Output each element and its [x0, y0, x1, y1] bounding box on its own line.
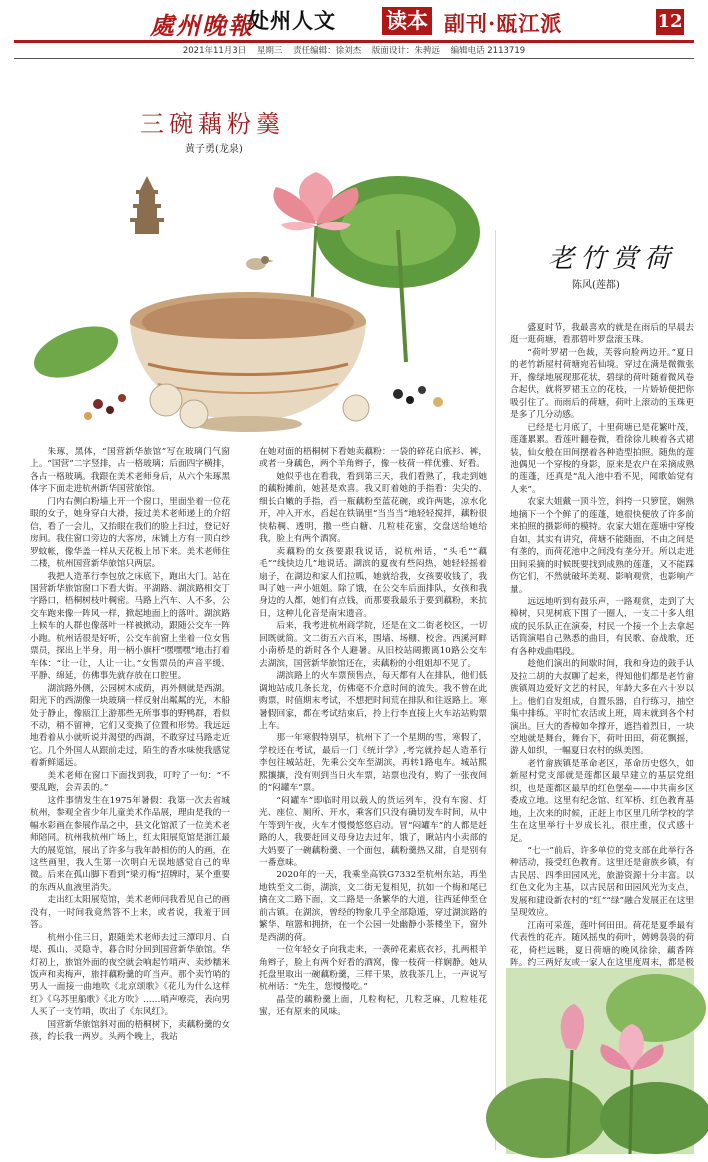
paragraph: 后来，我考进杭州商学院，还是在文二街老校区，一切回既就简。文二街五六百米，围墙、场棚、校舍。西溪河畔小南桥是的新时各个人避暑。从旧校站阔搬离10路公交车去湖滨，国营新华旅馆还在，卖藕粉的小组姐却不见了。 [259, 621, 487, 669]
paragraph: “闷罐车”即临时用以载人的货运列车，没有车窗、灯光、座位、厕所、开水，乘客们只没有确切发车时间，从中午等到午夜，火车才慢慢悠悠启动。冒“闷罐车”的人都是赶路的人，我要赶回义母身边去过年，饿了，瞅站内小卖部的大妈要了一碗藕粉羹、一个面包，藕粉羹热又甜，自是别有一番意味。 [259, 795, 487, 868]
paragraph: 朱琢，黑体，“国营新华旅馆”写在玻璃门气窗上。“国营”二字竖排，占一格玻璃；后面四字横排，各占一格玻璃。我跟在美术老师身后，从六个朱琢黑体字下面走进杭州新华国营旅馆。 [30, 447, 231, 495]
paragraph: 我把人造革行李包放之床底下，跑出大门。站在国营新华旅馆窗口下看大街。平湖路、湖滨路相交丁字路口，梧桐树枝叶稠密。马路上汽车、人不多，公交车跑来像一阵风一样，掀起地面上的落叶。湖滨路上候车的人群也像落叶一样被掀动，跟随公交车一阵小跑。杭州话很是好听，公交车前窗上坐着一位女售票员，探出上半身，用一柄小旗杆“嘿嘿嘿”地击打着车体：“让一让，人让一让。”女售票员的声音平缓、平静、绵延，仿佛事先就存放在口腔里。 [30, 571, 231, 682]
paragraph: 晶莹的藕粉羹上面，几粒枸杞，几粒芝麻，几粒桂花蜜，还有原来的风味。 [259, 994, 487, 1018]
article-author: 陈风(莲都) [572, 280, 620, 291]
paragraph: 杭州小住三日，跟随美术老师去过三潭印月、白堤、孤山、灵隐寺，暮合时分回到国营新华旅馆。华灯初上，旅馆外面的夜空就会响起竹哨声、卖炒糯米饭声和卖梅声，旅拌藕粉羹的吖当声。那个卖竹哨的男人一面接一曲地吹《北京颂歌》《花儿为什么这样红》《乌苏里船歌》《北方吹》……哨声嘹亮，表向男人买了一支竹哨，吹出了《东风红》。 [30, 932, 230, 1018]
issue-weekday: 星期三 [256, 46, 283, 56]
page-number: 12 [656, 9, 684, 35]
paragraph: 湖滨路外侧，公园树木成荫，再外侧就是西湖。阳光下的西湖像一块玻璃一样反射出粼粼的光，木船处于静止，像瓯江上游那些无所事事的野鸭群，看似不动，稍不留神，它们又变换了位置和形势。我远远地看着从小就听说并渴望的西湖，不敢穿过马路走近它。几个外国人从跟前走过，陌生的香水味使我感觉着新鲜遥远。 [30, 683, 230, 769]
paragraph: 盛夏时节，我最喜欢的就是在雨后的早晨去逛一逛荷塘，看那碧叶罗盘滚玉珠。 [510, 323, 694, 346]
article-column-2 [259, 446, 487, 1156]
article-column-1 [30, 446, 230, 1156]
paragraph: 湖滨路上的火车票预售点，每天都有人在排队，他们低调地站成几条长龙，仿佛毫不介意时间的流失。我不曾在此购票，时值期末考试，不想把时间荒在排队和往返路上。寒暑假回家，都在考试结束后，拎上行李直接上火车站站购票上车。 [259, 671, 487, 731]
paragraph: 卖藕粉的女孩要跟我说话，说杭州话，“头毛”“藕毛”“线快边几”地说话。湖滨的夏夜有些闷热，她轻轻摇着扇子，在湖边和家人们拉呱，她就给我，女孩要收钱了，我叫了她一声小姐姐。除了饿，在公交车后面排队，女孩和我身边的人都，她们有点钱，而那要我最乐于要到藕粉，来抗日，这种儿化音是南宋遗音。 [259, 546, 487, 619]
column-divider [495, 230, 496, 1150]
paragraph: 门内右侧白粉墙上开一个窗口，里面坐着一位花眼的女子，她身穿白大褂，接过美术老师递上的介绍信，看了一会儿，又抬眼在我们的脸上扫过，登记好房间。我住窗口旁边的大客房，床铺上方有一顶白纱罗蚊帐，像华盖一样从天花板上吊下来。美术老师住二楼，杭州国营新华旅馆只两层。 [30, 496, 230, 570]
paragraph: 一位年轻女子向我走来，一袭碎花素底衣衫，扎两根羊角辫子，脸上有两个好看的酒窝，像一枝荷一样娴静。她从托盘里取出一碗藕粉羹，三样干果，放我茶几上，一声说写杭州话：“先生，您慢慢吃。” [259, 945, 487, 993]
article-title: 老竹赏荷 [548, 244, 677, 274]
paragraph: “七一”前后，许多单位的党支部在此举行各种活动，接受红色教育。这里还是畲族乡镇，有古民居、四季田园风光，旅游资源十分丰富。以红色文化为主基，以古民居和田园风光为支点，发展和建设新农村的“红”“绿”融合发展正在这里呈现效应。 [510, 846, 694, 919]
section-label-renwen: 处州人文 [248, 8, 336, 33]
paragraph: 在她对面的梧桐树下看她卖藕粉：一袋的碎花白底衫、裤，或者一身藕色，两个羊角辫子，像一枝荷一样优雅、好看。 [259, 447, 487, 470]
paragraph: 已经是七月底了，十里荷塘已是花繁叶茂，莲蓬累累。看莲叶翻卷微，看徐徐儿映着各式裙装，仙女般在田间摆着各种造型拍照。随焦的莲池偶见一个穿梭的身影，原来是农户在采摘成熟的莲蓬，还真是“乱入池中看不见，闻歌始觉有人来”。 [510, 422, 694, 495]
paragraph: 这件事情发生在1975年暑假：我第一次去省城杭州，参观全省少年儿童美术作品展，理由是我的一幅水彩画在参展作品之中，县文化馆派了一位美术老师陪同。杭州我杭州广场上，红太阳展览馆是浙江最大的展览馆，展出了许多与我年龄相仿的人的画，在这些画里，我人生第一次明白无误地感觉自己的卑微。后来在孤山脚下看到“梁刃梅”招牌时，某个重要的东西从血液里消失。 [30, 795, 231, 893]
paragraph: 江南可采莲，莲叶何田田。荷花是夏季最有代表性的花卉。随风摇曳的荷叶，娉娉袅袅的荷花，倚栏远眺，夏日荷塘的晚风徐徐，藕香阵阵。约三两好友或一家人在这里度周末，都是极 [510, 920, 694, 969]
layout-designer: 版面设计：朱骋远 [371, 46, 440, 56]
paragraph: 走出红太阳展览馆，美术老师问我看见自己的画没有，一时间我竟然答不上来，或者说，我羞于回答。 [30, 895, 230, 931]
responsible-editor: 责任编辑：徐刘杰 [293, 46, 362, 56]
bird-icon [246, 256, 274, 270]
section-label-duben: 读本 [382, 7, 432, 35]
article-column-3 [510, 322, 694, 969]
paragraph: “荷叶罗裙一色裁，芙蓉向脸两边开。”夏日的老竹新屋村荷塘宛若仙境。穿过在满是微微张开，像绿地展现那花状，碧绿的荷叶随着微风卷合起伏，就将罗裙玉立的花枝，一片娇娇便把你吸引住了。而雨后的荷塘，荷叶上滚动的玉珠更是多了几分动感。 [510, 347, 694, 421]
paragraph: 她似乎也在看我，看到第三天，我们看熟了，我走到她的藕粉摊前，她甚是欢喜。我又盯着她的手指看：尖尖的、细长白嫩的手指，舀一瓶藕粉至蓝花碗，或许两匙，凉水化开，冲入开水，舀起在铁锅里“当当当”地轻轻搅拌，藕粉很快粘稠、透明，撒一些白糖、几粒桂花蜜，交盘送给她给我，脸上有两个酒窝。 [259, 471, 487, 545]
article-title: 三碗藕粉羹 [140, 110, 285, 138]
dateline [0, 44, 708, 56]
paragraph: 远远地听到有鼓乐声，一路观赏，走到了大樟树，只见树底下围了一圈人，一支二十多人组成的民乐队正在演奏，村民一个接一个上去拿起话筒演唱自己熟悉的曲目，有民歌、奋战歌，还有各种戏曲唱段。 [510, 596, 694, 657]
article-author: 黄子勇(龙泉) [185, 144, 243, 155]
header-rule [14, 40, 694, 43]
newspaper-logo: 處州晚報 [150, 11, 254, 40]
paragraph: 那一年寒假特别早，杭州下了一个星期的雪，寒假了，学校还在考试，最后一门《统计学》,考完就拎起人造革行李包往城站赶，先乘公交车至湖滨，再转1路电车。城站熙熙攘攘，没有则到当日火车票，站票也没有，购了一张夜间的“闷罐车”票。 [259, 733, 487, 794]
dateline-rule [14, 58, 694, 59]
paragraph: 美术老师在窗口下面找到我，叮咛了一句：“不要乱跑，会弄丢的。” [30, 770, 230, 794]
lotus-photo [506, 968, 694, 1154]
paragraph: 国营新华旅馆斜对面的梧桐树下，卖藕粉羹的女孩，约长我一两岁。头两个晚上，我站 [30, 1019, 230, 1043]
paragraph: 趁他们演出的间歇时间，我和身边的鼓手认及拉二胡的大叔聊了起来，得知他们都是老竹畲族镇周边爱好文艺的村民，年龄大多在六十岁以上。他们自发组成，自置乐器，自行练习，抽空集中排练。平时忙农活或上班，周末就到各个村演出。巨大的香樟如伞撑开，遮挡着烈日，一块空地就是舞台，舞台下，荷叶田田，荷花飘摇，游人如织，一幅夏日农村的纵美图。 [510, 659, 694, 757]
lotus-soup-illustration [18, 132, 496, 444]
paragraph: 老竹畲族镇是革命老区，革命历史悠久，如新屋村党支部就是莲都区最早建立的基层党组织，也是莲都区最早的红色堡垒——中共南乡区委成立地。这里有纪念馆、红军桥、红色教育基地，上次来的时候，正赶上市区里几所学校的学生在这里举行十岁成长礼，很庄重，仪式感十足。 [510, 758, 694, 844]
pagoda-icon [130, 176, 164, 234]
masthead [0, 0, 708, 42]
issue-date: 2021年11月3日 [182, 46, 247, 56]
editor-phone: 编辑电话 2113719 [450, 46, 526, 56]
paragraph: 农家大姐戴一顶斗笠，斜挎一只箩筐，娴熟地摘下一个个鲜了的莲蓬，她很快便放了许多前来拍照的摄影师的模特。农家大姐在莲塘中穿梭自如，其实有讲究，荷塘不能随面，不由之间是有垄的，而荷花池中之间没有垄分开。所以走进田间采摘的时候既要找到成熟的莲蓬，又不能踩伤它们，不然就破坏美观、影响观赏，也影响产量。 [510, 497, 694, 595]
section-label-fukan: 副刊·瓯江派 [444, 11, 563, 36]
paragraph: 2020年的一天，我乘坐高铁G7332至杭州东站，再坐地铁至文二街，湖滨，文二街无复相见，抗如一个梅和尾已擒在文二路下面，文二路是一条繁华的大道，往西延伸至仓前古镇。在湖滨，曾经的物象几乎全部隐遁，穿过湖滨路的繁华、喧嚣和拥挤，在一个公园一处幽静小茶楼坐下，窗外是西湖的荷。 [259, 870, 487, 943]
